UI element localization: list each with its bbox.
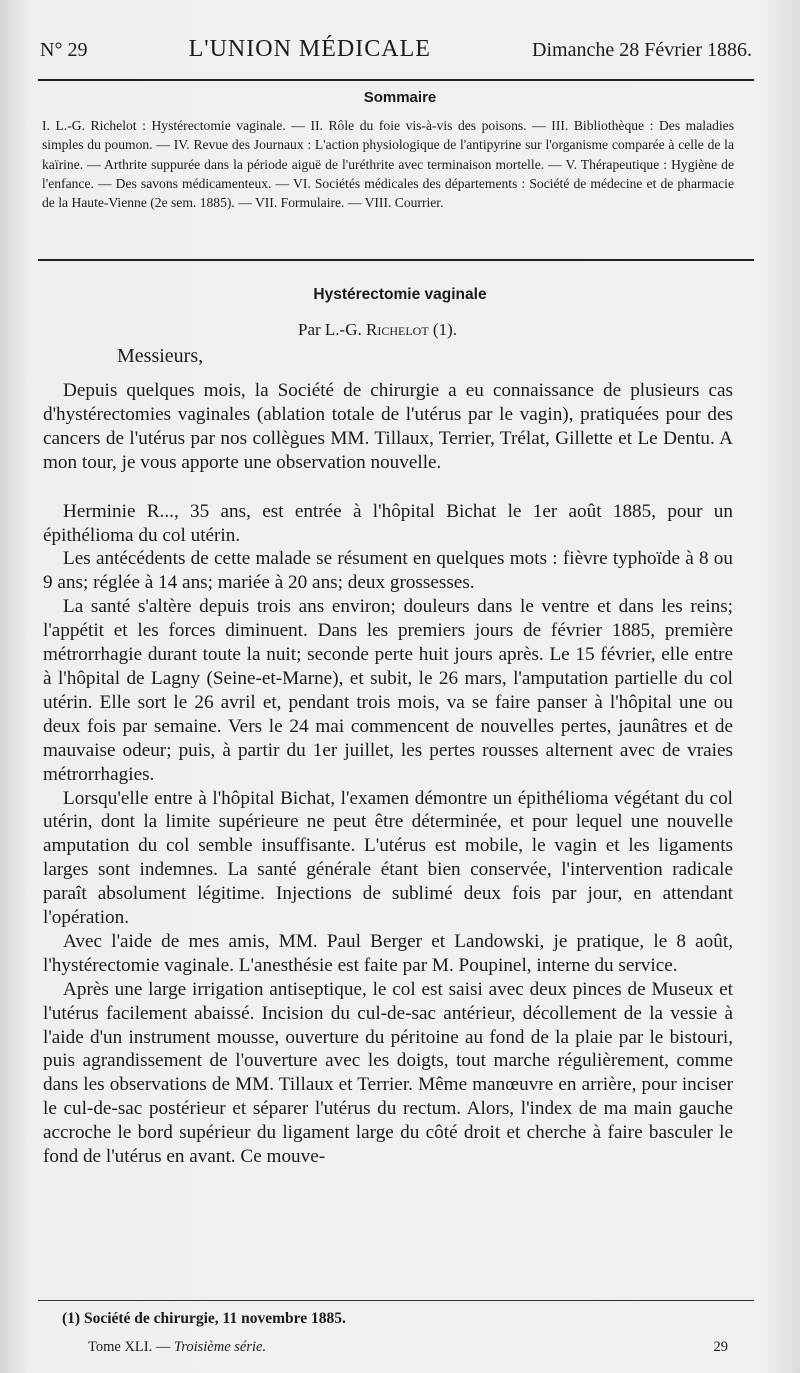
masthead-rule [38, 79, 754, 81]
footnote: (1) Société de chirurgie, 11 novembre 1885. [62, 1310, 346, 1327]
byline-footnote-ref: (1). [432, 320, 457, 339]
article-title: Hystérectomie vaginale [313, 286, 487, 303]
sommaire-rule [38, 259, 754, 261]
article-byline [298, 320, 457, 340]
paragraph: La santé s'altère depuis trois ans environ; douleurs dans le ventre et dans les reins; l'appétit et les forces diminuent. Dans les premiers jours de février 1885, première métrorrhagie durant toute la nuit; seconde perte huit jours après. Le 15 février, elle entre à l'hôpital de Lagny (Seine-et-Marne), et subit, le 26 mars, l'amputation partielle du col utérin. Elle sort le 26 avril et, pendant trois mois, va se faire panser à l'hôpital une ou deux fois par semaine. Vers le 24 mai commencent de nouvelles pertes, jaunâtres et de mauvaise odeur; puis, à partir du 1er juillet, les pertes rousses alternent avec de vraies métrorrhagies. [43, 596, 733, 785]
paragraph: Herminie R..., 35 ans, est entrée à l'hôpital Bichat le 1er août 1885, pour un épithélioma du col utérin. [43, 500, 733, 546]
issue-number: N° 29 [40, 39, 88, 61]
paragraph: Les antécédents de cette malade se résument en quelques mots : fièvre typhoïde à 8 ou 9 ans; réglée à 14 ans; mariée à 20 ans; deux grossesses. [43, 548, 733, 594]
series-label: Troisième série. [173, 1339, 267, 1355]
byline-prefix: Par [298, 320, 321, 339]
paragraph: Depuis quelques mois, la Société de chirurgie a eu connaissance de plusieurs cas d'hystérectomies vaginales (ablation totale de l'utérus par le vagin), pratiquées pour des cancers de l'utérus par nos collègues MM. Tillaux, Terrier, Trélat, Gillette et Le Dentu. A mon tour, je vous apporte une observation nouvelle. [43, 380, 733, 473]
paragraph: Après une large irrigation antiseptique, le col est saisi avec deux pinces de Museux et l'utérus facilement abaissé. Incision du cul-de-sac antérieur, décollement de la vessie à l'aide d'un instrument mousse, ouverture du péritoine au fond de la plaie par le bistouri, puis agrandissement de l'ouverture avec les doigts, tout marche régulièrement, comme dans les observations de MM. Tillaux et Terrier. Même manœuvre en arrière, pour inciser le cul-de-sac postérieur et séparer l'utérus du rectum. Alors, l'index de ma main gauche accroche le bord supérieur du ligament large du côté droit et cherche à faire basculer le fond de l'utérus en avant. Ce mouve- [43, 978, 733, 1168]
salutation: Messieurs, [117, 345, 204, 367]
footnote-rule [38, 1300, 754, 1301]
byline-author: L.-G. Richelot [324, 320, 429, 339]
article-body [43, 379, 733, 1169]
page-number: 29 [713, 1339, 728, 1355]
paragraph: Lorsqu'elle entre à l'hôpital Bichat, l'examen démontre un épithélioma végétant du col utérin, dont la limite supérieure ne peut être déterminée, et pour lequel une nouvelle amputation du col semble insuffisante. L'utérus est mobile, le vagin et les ligaments larges sont indemnes. La santé générale étant bien conservée, l'intervention radicale paraît absolument légitime. Injections de sublimé deux fois par jour, en attendant l'opération. [43, 787, 733, 929]
journal-title: L'UNION MÉDICALE [188, 36, 431, 62]
masthead [40, 36, 752, 76]
issue-date: Dimanche 28 Février 1886. [532, 39, 752, 61]
sommaire-text: I. L.-G. Richelot : Hystérectomie vaginale. — II. Rôle du foie vis-à-vis des poisons. — III. Bibliothèque : Des maladies simples du poumon. — IV. Revue des Journaux : L'action physiologique de l'antipyrine sur l'organisme comparée à celle de la kaïrine. — Arthrite suppurée dans la période aiguë de l'uréthrite avec terminaison mortelle. — V. Thérapeutique : Hygiène de l'enfance. — Des savons médicamenteux. — VI. Sociétés médicales des départements : Société de médecine et de pharmacie de la Haute-Vienne (2e sem. 1885). — VII. Formulaire. — VIII. Courrier. [42, 118, 734, 211]
sommaire-title: Sommaire [363, 89, 437, 106]
page-folio: Tome XLI. — Troisième série. 29 [88, 1339, 728, 1355]
volume-label: Tome XLI. [88, 1339, 153, 1355]
paragraph: Avec l'aide de mes amis, MM. Paul Berger et Landowski, je pratique, le 8 août, l'hystérectomie vaginale. L'anesthésie est faite par M. Poupinel, interne du service. [43, 930, 733, 976]
